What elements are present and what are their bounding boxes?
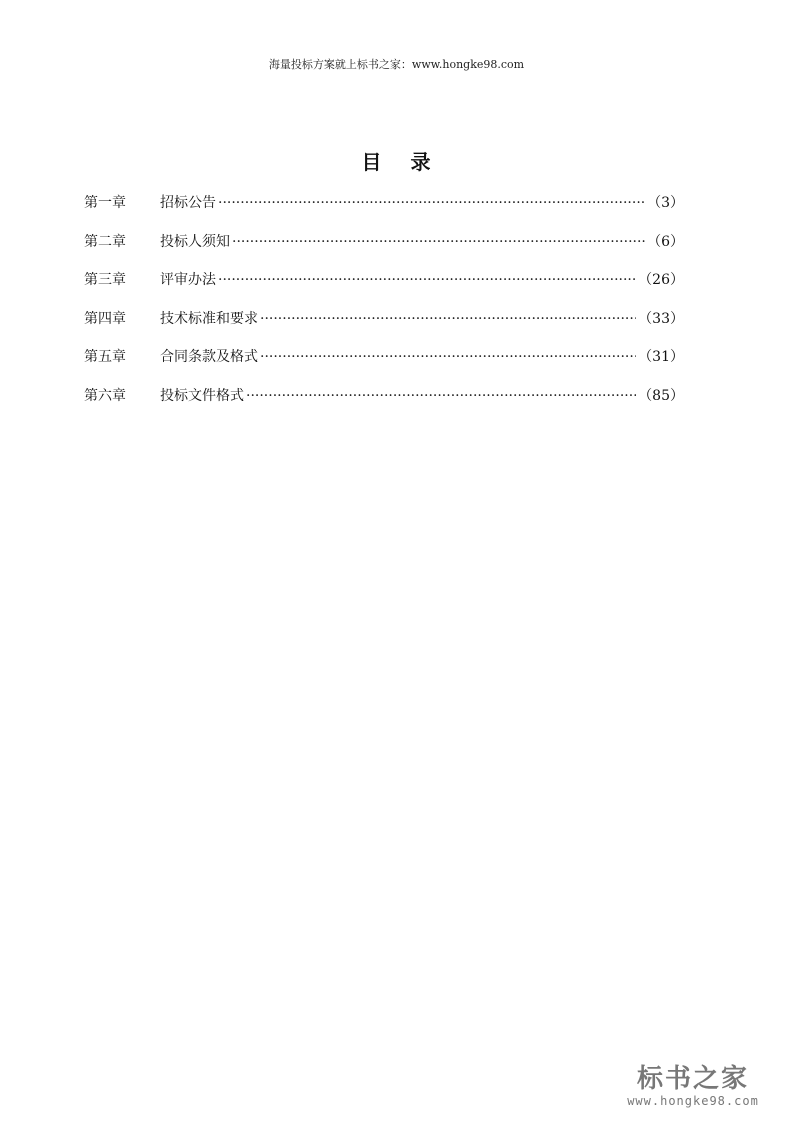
toc-page-number: （31） <box>638 349 684 366</box>
toc-leader-dots <box>260 349 636 365</box>
toc-entry[interactable] <box>84 308 684 347</box>
toc-entry[interactable] <box>84 346 684 385</box>
toc-page-number: （85） <box>638 387 684 404</box>
toc-entry[interactable] <box>84 385 684 424</box>
page-title <box>0 146 793 175</box>
title-char-2: 录 <box>410 150 432 174</box>
watermark-name: 标书之家 <box>636 1064 749 1094</box>
toc-entry[interactable] <box>84 231 684 270</box>
toc-leader-dots <box>232 234 645 250</box>
toc-chapter: 第五章 <box>84 349 126 366</box>
watermark-logo <box>613 1064 773 1108</box>
toc-title: 投标人须知 <box>160 233 230 250</box>
toc-page-number: （33） <box>638 310 684 327</box>
title-char-1: 目 <box>361 150 383 174</box>
toc-title: 合同条款及格式 <box>160 349 258 366</box>
toc-leader-dots <box>218 272 636 288</box>
toc-entry[interactable] <box>84 269 684 308</box>
toc-leader-dots <box>218 195 645 211</box>
toc-title: 招标公告 <box>160 195 216 211</box>
toc-page-number: （3） <box>647 195 684 211</box>
toc-chapter: 第六章 <box>84 387 126 404</box>
toc-entry[interactable] <box>84 192 684 231</box>
toc-page-number: （26） <box>638 272 684 289</box>
toc-chapter: 第三章 <box>84 272 126 289</box>
table-of-contents <box>84 192 684 424</box>
toc-title: 评审办法 <box>160 272 216 289</box>
toc-chapter: 第一章 <box>84 195 126 211</box>
toc-title: 投标文件格式 <box>160 387 244 404</box>
watermark-url: www.hongke98.com <box>627 1094 759 1108</box>
toc-page-number: （6） <box>647 233 684 250</box>
toc-leader-dots <box>260 311 636 327</box>
toc-chapter: 第四章 <box>84 310 126 327</box>
toc-leader-dots <box>246 388 636 404</box>
toc-chapter: 第二章 <box>84 233 126 250</box>
page-header: 海量投标方案就上标书之家：www.hongke98.com <box>268 58 525 71</box>
toc-title: 技术标准和要求 <box>160 310 258 327</box>
